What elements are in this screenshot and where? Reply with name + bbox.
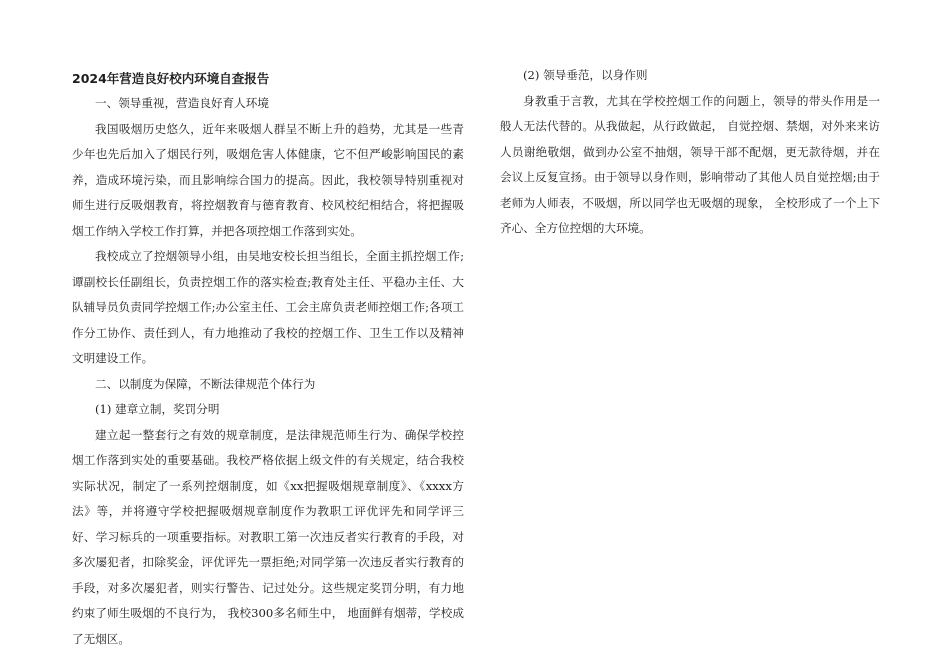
subheading-1: (1) 建章立制，奖罚分明 <box>95 402 220 416</box>
section-heading-1: 一、领导重视，营造良好育人环境 <box>95 96 269 110</box>
section-heading-2: 二、以制度为保障，不断法律规范个体行为 <box>95 376 316 391</box>
paragraph-4: 身教重于言教，尤其在学校控烟工作的问题上，领导的带头作用是一般人无法代替的。从我做起，从行政做起， 自觉控烟、禁烟，对外来来访人员谢绝敬烟，做到办公室不抽烟，领导干部不配烟，更无款待烟，并在会议上反复宣扬。由于领导以身作则，影响带动了其他人员自觉控烟;由于老师为人师表，不吸烟，所以同学也无吸烟的现象， 全校形成了一个上下齐心、全方位控烟的大环境。 <box>500 93 880 235</box>
paragraph-1: 我国吸烟历史悠久，近年来吸烟人群呈不断上升的趋势，尤其是一些青少年也先后加入了烟民行列，吸烟危害人体健康，它不但严峻影响国民的素养，造成环境污染，而且影响综合国力的提高。因此，我校领导特别重视对师生进行反吸烟教育，将控烟教育与德育教育、校风校纪相结合，将把握吸烟工作纳入学校工作打算，并把各项控烟工作落到实处。 <box>72 121 464 238</box>
right-column <box>500 63 880 242</box>
subheading-2: (2) 领导垂范，以身作则 <box>523 68 648 82</box>
document-title: 2024年营造良好校内环境自查报告 <box>72 71 270 86</box>
paragraph-3: 建立起一整套行之有效的规章制度，是法律规范师生行为、确保学校控烟工作落到实处的重要基础。我校严格依据上级文件的有关规定，结合我校实际状况，制定了一系列控烟制度，如《xx把握吸烟规章制度》、《xxxx方法》等，并将遵守学校把握吸烟规章制度作为教职工评优评先和同学评三 好、学习标兵的一项重要指标。对教职工第一次违反者实行教育的手段，对多次屡犯者，扣除奖金，评优评先一票拒绝;对同学第一次违反者实行教育的手段，对多次屡犯者，则实行警告、记过处分。这些规定奖罚分明，有力地约束了师生吸烟的不良行为， 我校300多名师生中， 地面鲜有烟蒂，学校成了无烟区。 <box>72 427 464 646</box>
left-column <box>72 66 464 652</box>
paragraph-2: 我校成立了控烟领导小组，由吴地安校长担当组长，全面主抓控烟工作;谭副校长任副组长，负责控烟工作的落实检查;教育处主任、平稳办主任、大队辅导员负责同学控烟工作;办公室主任、工会主席负责老师控烟工作;各项工作分工协作、责任到人，有力地推动了我校的控烟工作、卫生工作以及精神文明建设工作。 <box>72 249 464 365</box>
